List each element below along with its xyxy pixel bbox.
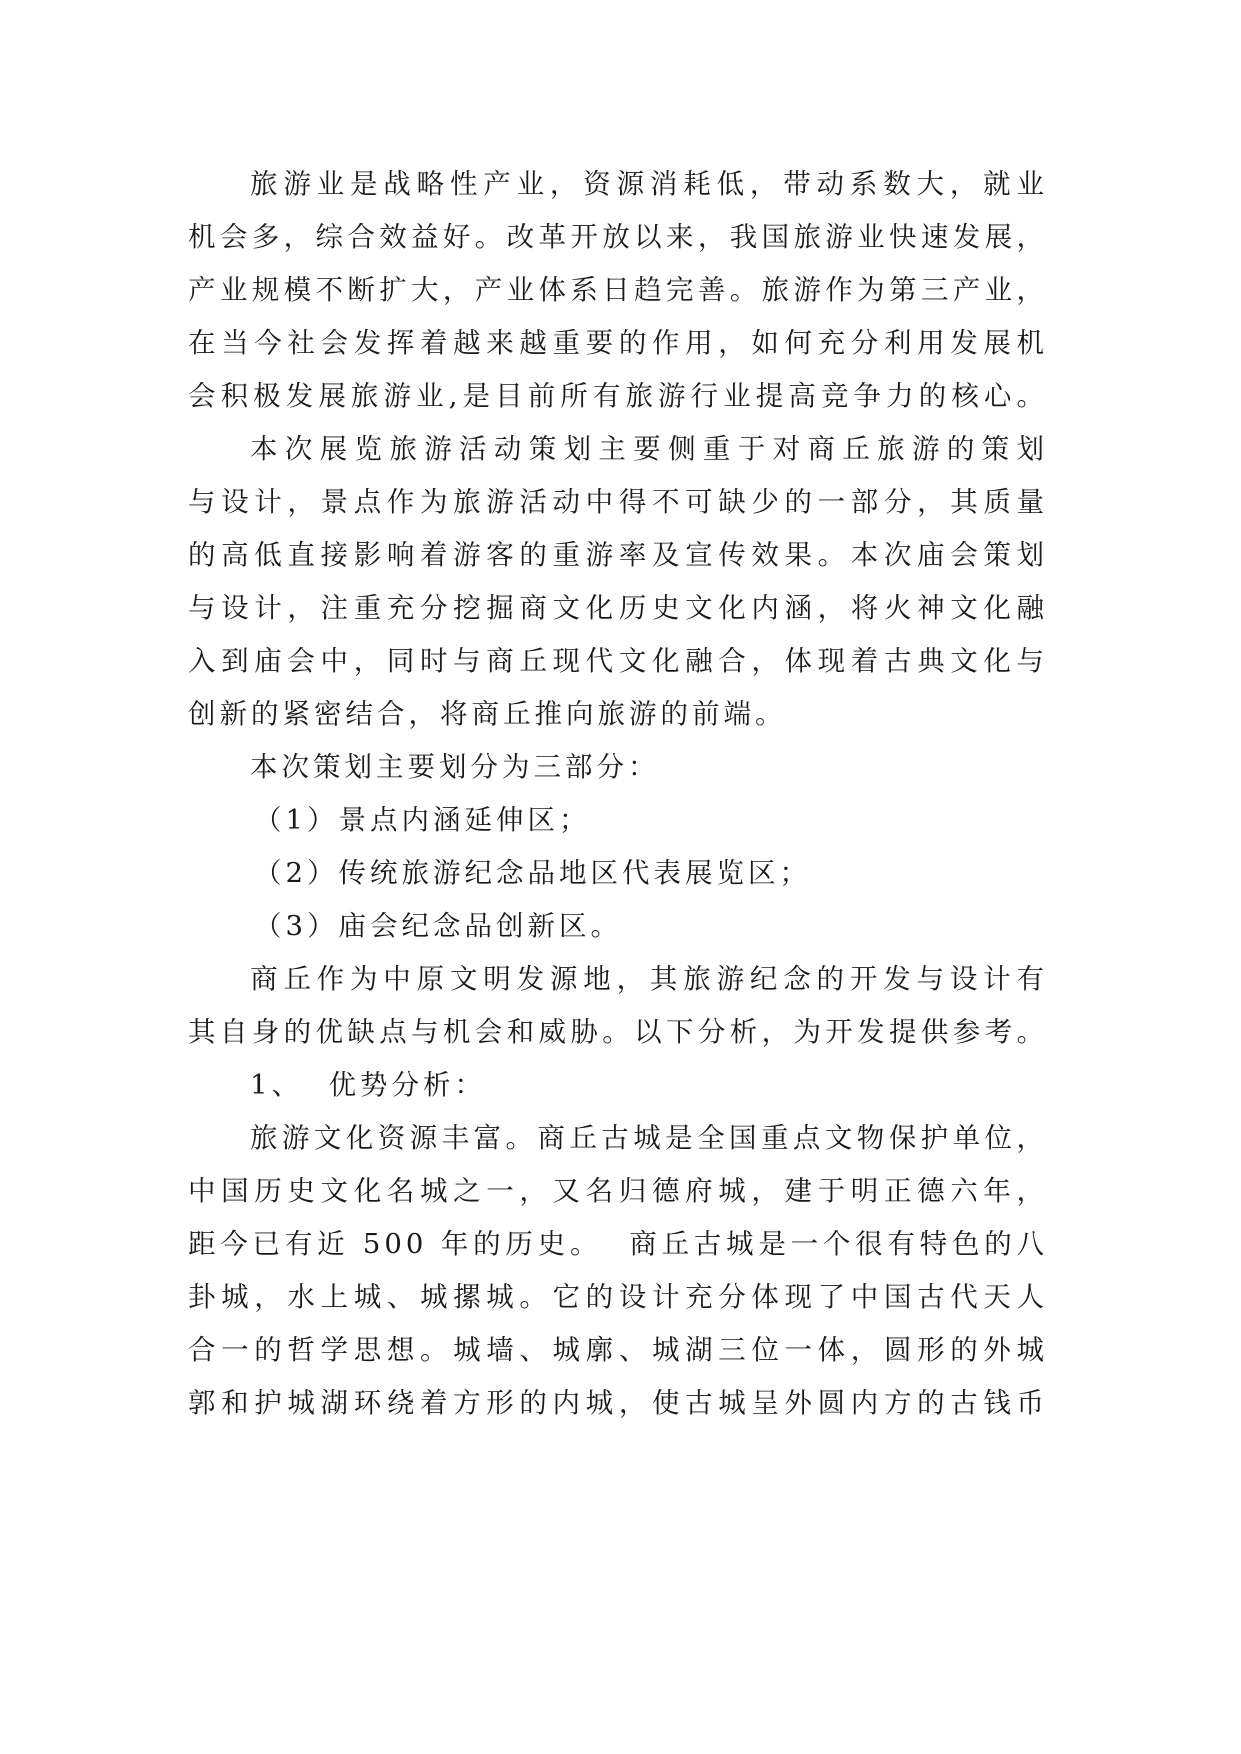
section-heading-text: 1、 优势分析： — [250, 1069, 486, 1101]
paragraph-analysis-intro — [188, 953, 1048, 1059]
text-line: 合一的哲学思想。城墙、城廓、城湖三位一体，圆形的外城 — [188, 1334, 1048, 1366]
paragraph-strengths — [188, 1112, 1048, 1430]
text-line: 的高低直接影响着游客的重游率及宣传效果。本次庙会策划 — [188, 539, 1048, 571]
paragraph-planning — [188, 423, 1048, 741]
text-line: 入到庙会中，同时与商丘现代文化融合，体现着古典文化与 — [188, 645, 1048, 677]
text-line: 创新的紧密结合，将商丘推向旅游的前端。 — [188, 698, 787, 730]
text-line: 机会多，综合效益好。改革开放以来，我国旅游业快速发展， — [188, 221, 1048, 253]
text-line: 在当今社会发挥着越来越重要的作用，如何充分利用发展机 — [188, 327, 1048, 359]
text-line: 旅游业是战略性产业，资源消耗低，带动系数大，就业 — [250, 168, 1048, 200]
paragraph-intro — [188, 158, 1048, 423]
text-line: 本次展览旅游活动策划主要侧重于对商丘旅游的策划 — [250, 433, 1048, 465]
text-line: 会积极发展旅游业,是目前所有旅游行业提高竞争力的核心。 — [188, 380, 1048, 412]
paragraph-parts-intro — [188, 741, 1048, 794]
text-line: 与设计，景点作为旅游活动中得不可缺少的一部分，其质量 — [188, 486, 1048, 518]
text-line: 中国历史文化名城之一，又名归德府城，建于明正德六年， — [188, 1175, 1048, 1207]
list-item: （3）庙会纪念品创新区。 — [254, 910, 622, 942]
text-line: 距今已有近 500 年的历史。 商丘古城是一个很有特色的八 — [188, 1228, 1048, 1260]
section-heading — [188, 1059, 1048, 1112]
list-item: （1）景点内涵延伸区； — [254, 804, 591, 836]
text-line: 商丘作为中原文明发源地，其旅游纪念的开发与设计有 — [250, 963, 1048, 995]
text-line: 郭和护城湖环绕着方形的内城，使古城呈外圆内方的古钱币 — [188, 1387, 1048, 1419]
text-line: 与设计，注重充分挖掘商文化历史文化内涵，将火神文化融 — [188, 592, 1048, 624]
text-line: 本次策划主要划分为三部分： — [250, 751, 660, 783]
text-line: 旅游文化资源丰富。商丘古城是全国重点文物保护单位， — [250, 1122, 1048, 1154]
text-line: 产业规模不断扩大，产业体系日趋完善。旅游作为第三产业， — [188, 274, 1048, 306]
text-line: 其自身的优缺点与机会和威胁。以下分析，为开发提供参考。 — [188, 1016, 1048, 1048]
document-body — [188, 158, 1048, 1430]
list-item: （2）传统旅游纪念品地区代表展览区； — [254, 857, 811, 889]
text-line: 卦城，水上城、城摞城。它的设计充分体现了中国古代天人 — [188, 1281, 1048, 1313]
parts-list — [188, 794, 1048, 953]
